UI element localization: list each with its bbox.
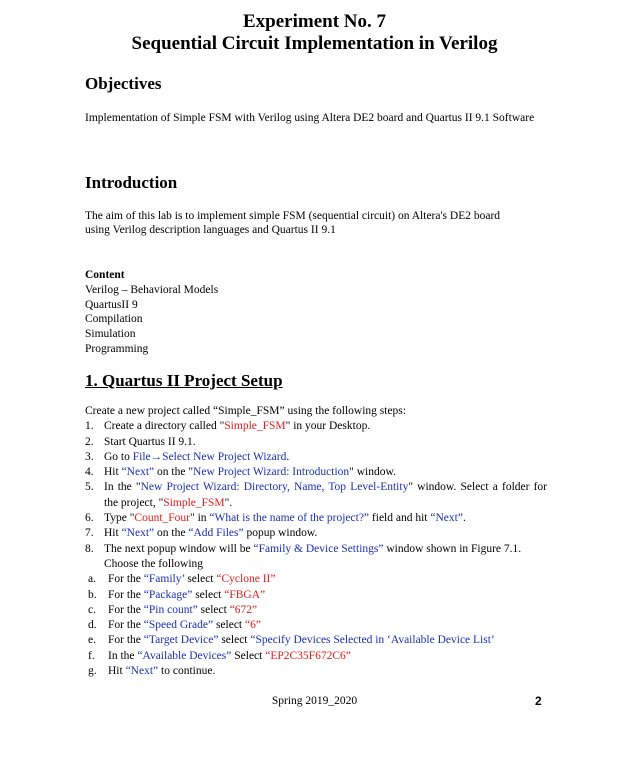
setting-value: “672” [229,603,258,616]
substep-letter: d. [88,619,97,632]
step-text: select [213,619,245,632]
window-name: “Family & Device Settings” [253,542,384,555]
setting-name: “Family’ [143,573,185,586]
field-name: “What is the name of the project?” [209,512,370,525]
substep-c [85,603,547,618]
content-list [85,268,218,357]
step-text: select [192,588,225,601]
step-text: on the " [154,466,194,479]
setting-name: “Package” [143,588,193,601]
page-number: 2 [535,694,542,708]
step-text: Hit [104,527,122,540]
setting-value: “6” [245,619,261,632]
substep-letter: b. [88,588,97,601]
substep-e [85,633,547,648]
step-5 [85,480,547,511]
step-text: Start Quartus II 9.1. [104,435,196,448]
objectives-text: Implementation of Simple FSM with Verilog using Altera DE2 board and Quartus II 9.1 Software [85,112,535,124]
step-text: For the [108,634,144,647]
folder-name: Simple_FSM [224,420,286,433]
step-text: " in your Desktop. [285,420,371,433]
window-name: “Add Files” [188,527,244,540]
step-text: Hit [108,665,126,678]
substep-letter: c. [88,603,96,616]
substep-letter: f. [88,649,95,662]
setting-value: “EP2C35F672C6” [265,649,351,662]
step-text: " window. [349,466,396,479]
experiment-number: Experiment No. 7 [242,11,386,32]
step-text: Create a directory called " [104,420,225,433]
step-2 [85,435,547,450]
substep-letter: e. [88,634,96,647]
step-number: 4. [85,466,94,479]
next-ref: “Next” [125,665,159,678]
setup-steps [85,404,547,679]
substep-letter: a. [88,573,96,586]
step-text: " in [190,512,210,525]
step-number: 6. [85,512,94,525]
content-item: Compilation [85,313,143,326]
content-item: Programming [85,342,149,355]
setup-intro: Create a new project called “Simple_FSM” using the following steps: [85,405,406,417]
substep-d [85,618,547,633]
step-3 [85,450,547,465]
introduction-text: The aim of this lab is to implement simple FSM (sequential circuit) on Altera's DE2 board using Verilog description languages and Quartus II 9.1 [85,210,501,236]
footer-semester: Spring 2019_2020 [271,695,358,707]
setting-name: “Target Device” [143,634,219,647]
menu-new-project-wizard: Select New Project Wizard [162,450,287,463]
step-text: For the [108,619,144,632]
next-ref: “Next” [121,527,155,540]
step-8 [85,542,547,573]
step-text: The next popup window will be [104,542,254,555]
step-text: Go to [104,450,133,463]
substep-b [85,588,547,603]
step-text: field and hit [369,512,431,525]
step-text: select [218,634,251,647]
objectives-heading: Objectives [85,74,162,93]
step-text: For the [108,588,144,601]
content-item: Verilog – Behavioral Models [85,283,219,296]
step-1 [85,419,547,434]
step-text: Type " [104,512,135,525]
next-ref: “Next” [121,466,155,479]
arrow-right-icon: → [150,450,163,463]
step-number: 2. [85,435,94,448]
step-text: to continue. [158,665,216,678]
substep-letter: g. [88,665,97,678]
content-item: QuartusII 9 [85,298,138,311]
step-text: " window. Select a folder for the project, " [104,481,548,509]
step-text: ". [224,496,233,509]
step-text: In the [108,649,138,662]
step-number: 7. [85,527,94,540]
experiment-title: Sequential Circuit Implementation in Verilog [131,33,498,54]
content-heading: Content [85,269,125,281]
next-ref: “Next” [430,512,463,525]
step-number: 5. [85,481,94,494]
setting-value: “Cyclone II” [216,573,276,586]
step-text: window shown in Figure 7.1. Choose the following [104,542,522,570]
window-name: New Project Wizard: Introduction [193,466,350,479]
folder-name: Simple_FSM [163,496,225,509]
setting-name: “Available Devices” [137,649,232,662]
window-name: New Project Wizard: Directory, Name, Top Level-Entity [140,481,409,494]
substep-f [85,649,547,664]
project-name: Count_Four [134,512,190,525]
setting-name: “Speed Grade” [143,619,214,632]
content-item: Simulation [85,328,136,341]
step-text: popup window. [243,527,318,540]
step-text: For the [108,573,144,586]
step-text: For the [108,603,144,616]
substep-g [85,664,547,679]
step-number: 1. [85,420,94,433]
step-text: Hit [104,466,122,479]
step-text: In the " [104,481,141,494]
introduction-heading: Introduction [85,173,178,192]
step-number: 3. [85,450,94,463]
setting-value: “Specify Devices Selected in ‘Available Device List’ [250,634,495,647]
menu-file: File [132,450,151,463]
step-6 [85,511,547,526]
step-4 [85,465,547,480]
step-text: Select [231,649,266,662]
step-7 [85,526,547,541]
step-text: select [184,573,217,586]
step-text: . [286,450,290,463]
step-text: . [462,512,466,525]
step-text: on the [154,527,189,540]
setting-name: “Pin count” [143,603,198,616]
setting-value: “FBGA” [224,588,266,601]
step-number: 8. [85,542,94,555]
substep-a [85,572,547,587]
setup-heading: 1. Quartus II Project Setup [85,371,283,390]
step-text: select [197,603,230,616]
